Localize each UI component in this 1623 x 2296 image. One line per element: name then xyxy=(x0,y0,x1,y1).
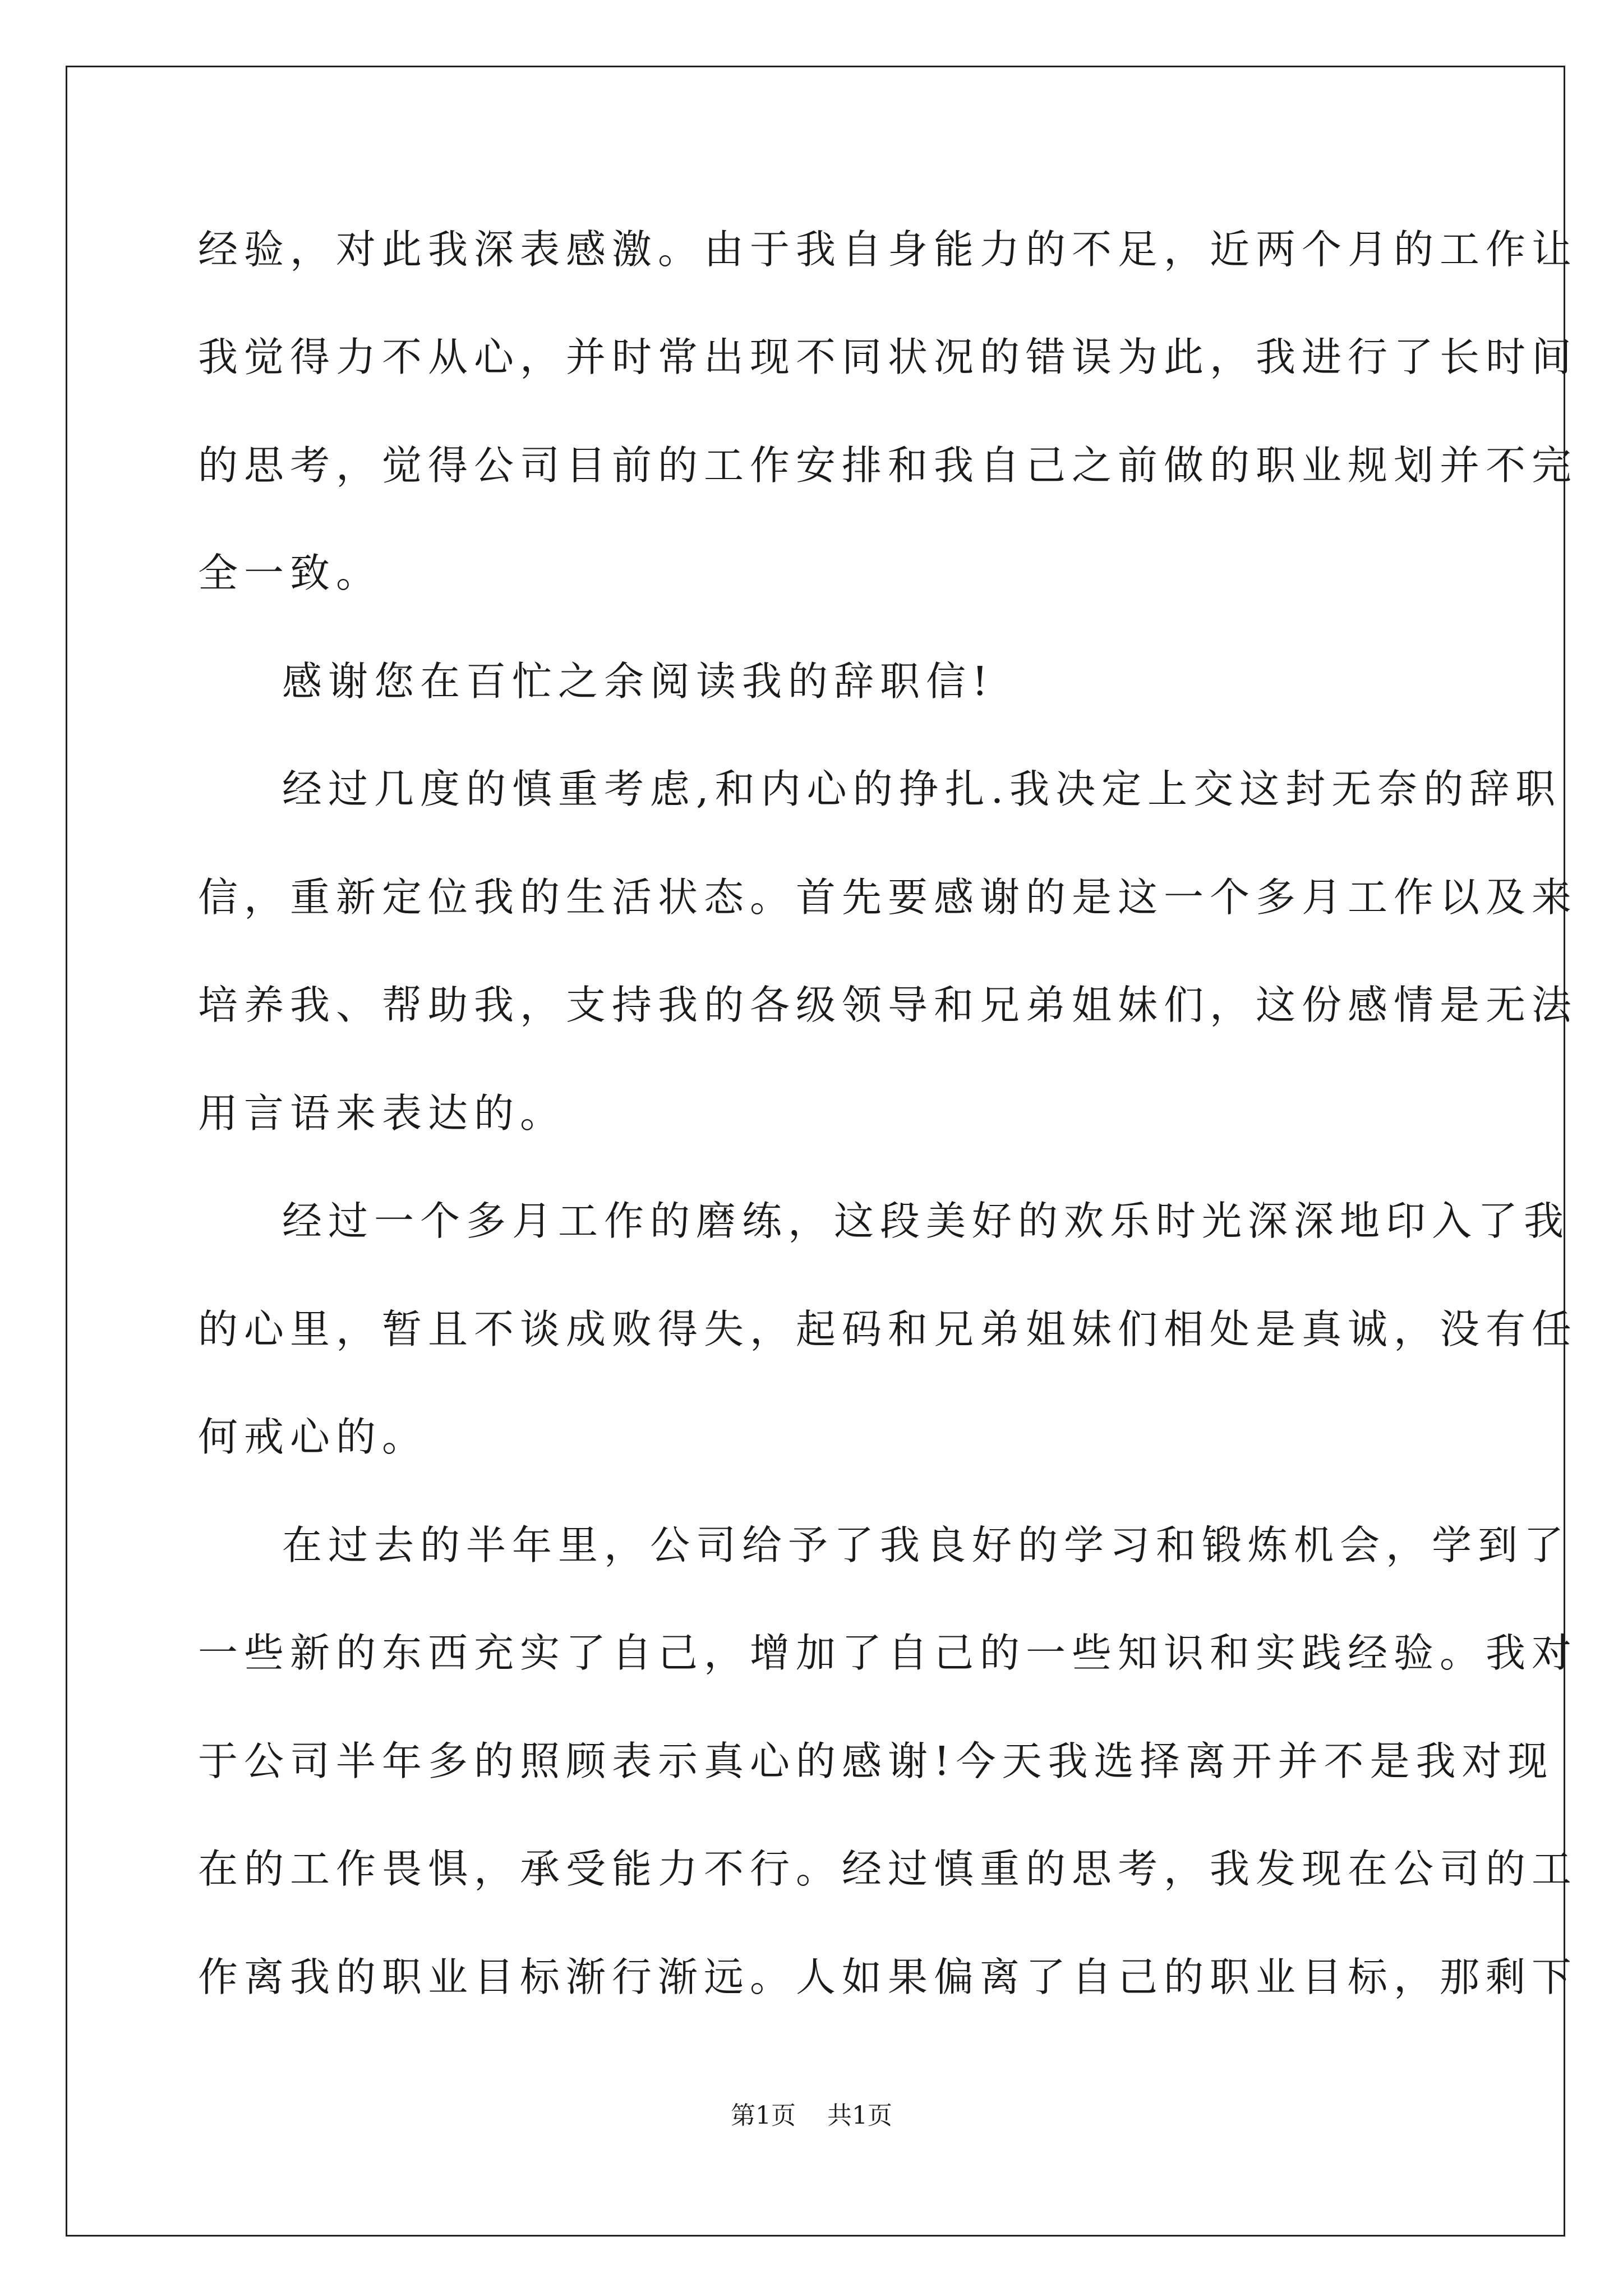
text-line: 用言语来表达的。 xyxy=(198,1090,566,1137)
page-number: 第1页 xyxy=(731,2101,796,2130)
text-line: 的心里，暂且不谈成败得失，起码和兄弟姐妹们相处是真诚，没有任 xyxy=(198,1306,1578,1352)
text-line: 一些新的东西充实了自己，增加了自己的一些知识和实践经验。我对 xyxy=(198,1630,1578,1676)
text-line: 培养我、帮助我，支持我的各级领导和兄弟姐妹们，这份感情是无法 xyxy=(198,982,1578,1028)
text-line: 全一致。 xyxy=(198,550,382,596)
page-footer xyxy=(0,2099,1623,2133)
text-line: 我觉得力不从心，并时常出现不同状况的错误为此，我进行了长时间 xyxy=(198,334,1578,380)
text-line: 经验，对此我深表感激。由于我自身能力的不足，近两个月的工作让 xyxy=(198,226,1578,273)
text-line: 何戒心的。 xyxy=(198,1414,428,1460)
text-line: 的思考，觉得公司目前的工作安排和我自己之前做的职业规划并不完 xyxy=(198,442,1578,489)
text-line: 信，重新定位我的生活状态。首先要感谢的是这一个多月工作以及来 xyxy=(198,874,1578,921)
page-total: 共1页 xyxy=(827,2101,892,2130)
page-frame xyxy=(66,66,1565,2237)
text-line: 经过几度的慎重考虑,和内心的挣扎.我决定上交这封无奈的辞职 xyxy=(282,766,1562,812)
text-line: 作离我的职业目标渐行渐远。人如果偏离了自己的职业目标，那剩下 xyxy=(198,1954,1578,2000)
text-line: 经过一个多月工作的磨练，这段美好的欢乐时光深深地印入了我 xyxy=(282,1198,1570,1244)
text-line: 于公司半年多的照顾表示真心的感谢!今天我选择离开并不是我对现 xyxy=(198,1738,1554,1784)
text-line: 感谢您在百忙之余阅读我的辞职信! xyxy=(282,658,994,705)
text-line: 在的工作畏惧，承受能力不行。经过慎重的思考，我发现在公司的工 xyxy=(198,1846,1578,1892)
text-line: 在过去的半年里，公司给予了我良好的学习和锻炼机会，学到了 xyxy=(282,1522,1570,1568)
